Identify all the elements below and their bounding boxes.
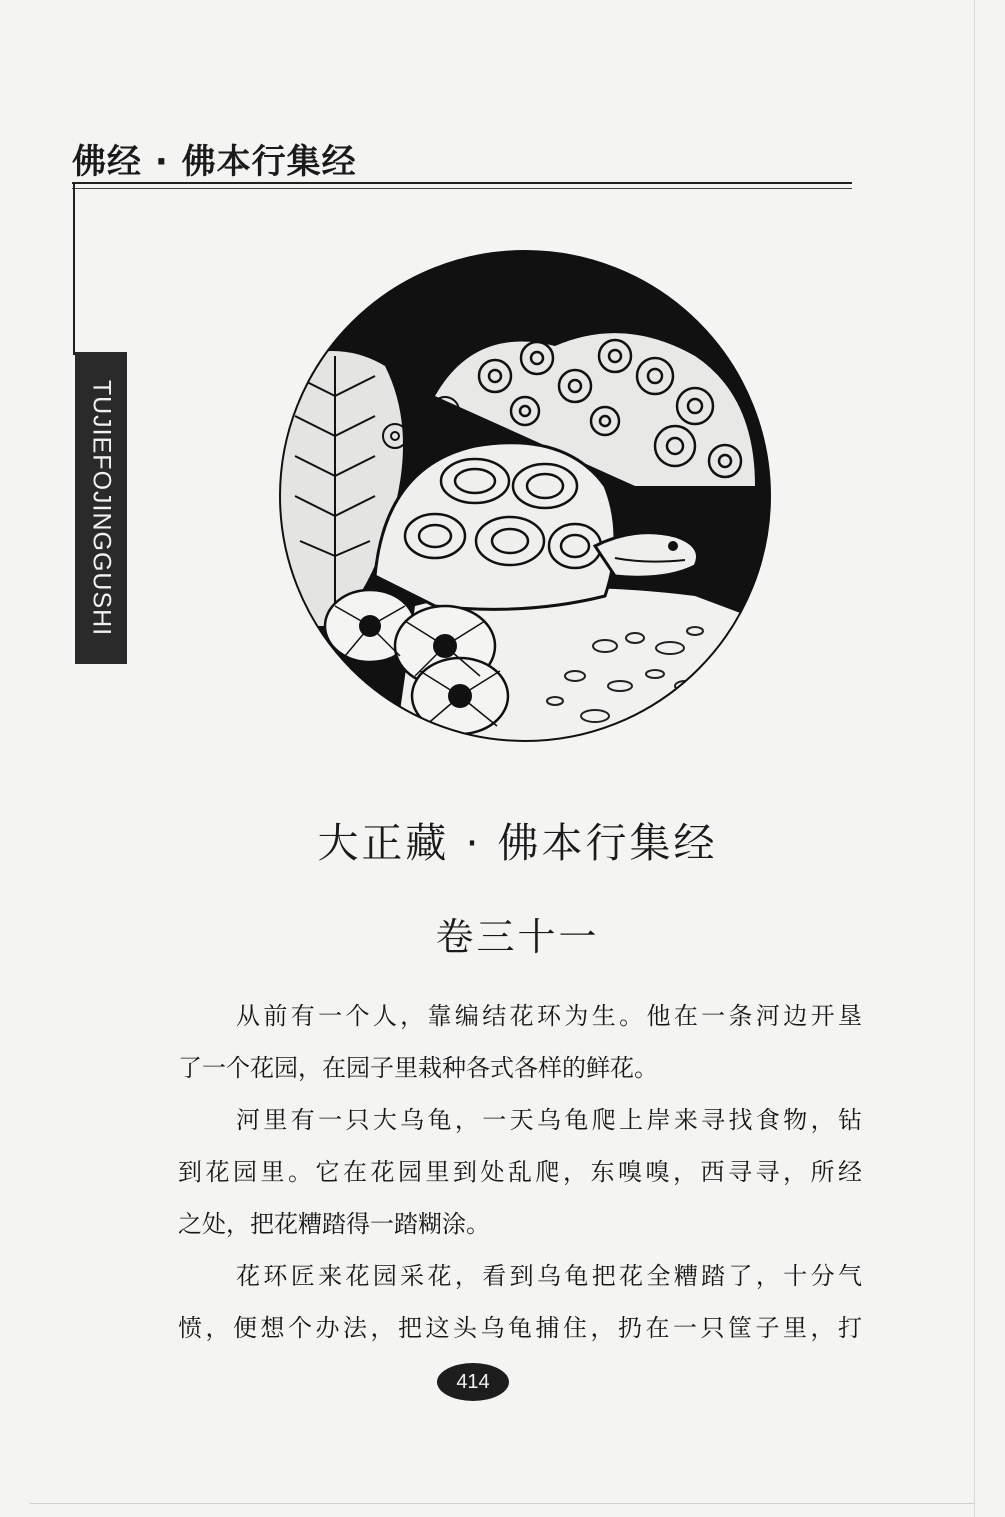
body-line: 到花园里。它在花园里到处乱爬，东嗅嗅，西寻寻，所经 bbox=[178, 1158, 862, 1186]
header-rule-vertical bbox=[73, 183, 75, 355]
body-text bbox=[178, 990, 862, 1354]
tortoise-garden-illustration bbox=[275, 246, 775, 746]
body-line: 河里有一只大乌龟，一天乌龟爬上岸来寻找食物，钻 bbox=[236, 1106, 862, 1134]
running-head-title: 佛经 · 佛本行集经 bbox=[72, 142, 357, 182]
body-line: 从前有一个人，靠编结花环为生。他在一条河边开垦 bbox=[236, 1002, 862, 1030]
header-rule-thick bbox=[72, 182, 852, 184]
body-line: 之处，把花糟踏得一踏糊涂。 bbox=[178, 1210, 490, 1238]
side-tab-label: TUJIEFOJINGGUSHI bbox=[87, 379, 116, 637]
body-line: 愤，便想个办法，把这头乌龟捕住，扔在一只筐子里，打 bbox=[178, 1314, 862, 1342]
bottom-rule bbox=[30, 1503, 975, 1504]
side-tab bbox=[75, 352, 127, 664]
section-title: 大正藏 · 佛本行集经 bbox=[317, 819, 718, 867]
body-line: 了一个花园，在园子里栽种各式各样的鲜花。 bbox=[178, 1054, 658, 1082]
section-subtitle: 卷三十一 bbox=[435, 915, 600, 959]
page-edge bbox=[974, 0, 975, 1517]
body-line: 花环匠来花园采花，看到乌龟把花全糟踏了，十分气 bbox=[236, 1262, 862, 1290]
header-rule-thin bbox=[72, 188, 852, 189]
page-number: 414 bbox=[437, 1363, 509, 1401]
